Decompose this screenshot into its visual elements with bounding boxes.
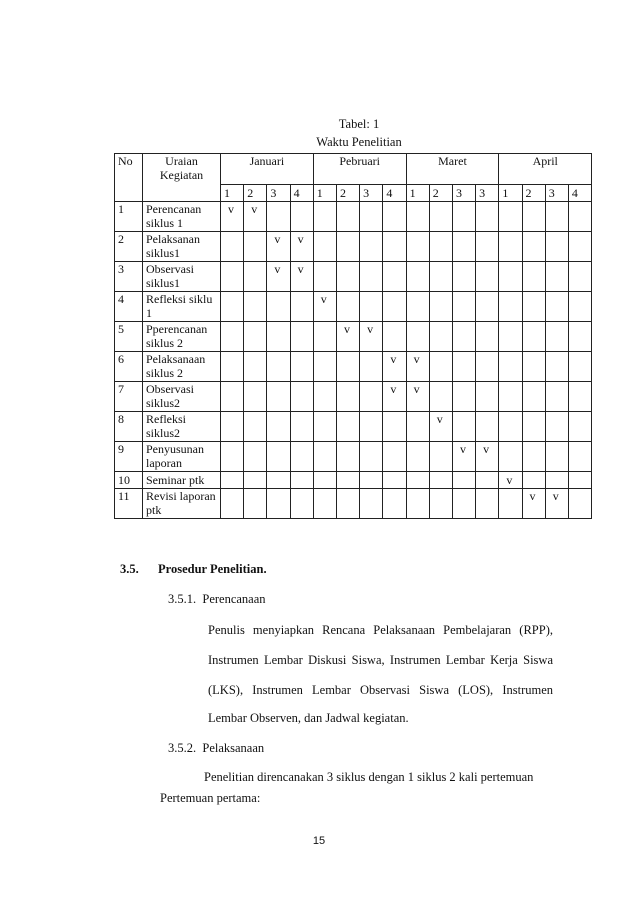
schedule-empty-cell xyxy=(221,292,244,322)
activity-name: Penyusunan laporan xyxy=(143,442,221,472)
row-number: 4 xyxy=(115,292,143,322)
schedule-empty-cell xyxy=(267,472,290,489)
schedule-empty-cell xyxy=(221,442,244,472)
activity-name: Refleksi siklu 1 xyxy=(143,292,221,322)
table-row xyxy=(115,292,592,322)
schedule-empty-cell xyxy=(545,262,568,292)
schedule-empty-cell xyxy=(476,202,499,232)
week-header-cell: 2 xyxy=(522,185,545,202)
subsection-perencanaan-heading: 3.5.1. Perencanaan xyxy=(168,592,266,606)
table-header-row xyxy=(115,154,592,185)
schedule-empty-cell xyxy=(267,412,290,442)
schedule-empty-cell xyxy=(499,292,522,322)
week-header-cell: 1 xyxy=(313,185,336,202)
paragraph-line: Lembar Observen, dan Jadwal kegiatan. xyxy=(208,711,409,725)
schedule-empty-cell xyxy=(383,292,406,322)
schedule-empty-cell xyxy=(313,262,336,292)
schedule-empty-cell xyxy=(360,442,383,472)
schedule-empty-cell xyxy=(383,412,406,442)
schedule-check-mark: v xyxy=(267,232,290,262)
activity-name: Pelaksanaan siklus 2 xyxy=(143,352,221,382)
schedule-empty-cell xyxy=(429,352,452,382)
week-header-cell: 4 xyxy=(568,185,591,202)
activity-name: Observasi siklus2 xyxy=(143,382,221,412)
schedule-empty-cell xyxy=(568,202,591,232)
schedule-empty-cell xyxy=(336,352,359,382)
schedule-check-mark: v xyxy=(406,352,429,382)
schedule-empty-cell xyxy=(522,202,545,232)
schedule-empty-cell xyxy=(313,489,336,519)
schedule-empty-cell xyxy=(313,322,336,352)
table-row xyxy=(115,489,592,519)
schedule-empty-cell xyxy=(452,322,475,352)
schedule-empty-cell xyxy=(267,292,290,322)
schedule-empty-cell xyxy=(244,489,267,519)
schedule-check-mark: v xyxy=(290,262,313,292)
schedule-empty-cell xyxy=(499,489,522,519)
schedule-check-mark: v xyxy=(313,292,336,322)
schedule-empty-cell xyxy=(244,262,267,292)
schedule-empty-cell xyxy=(522,412,545,442)
schedule-empty-cell xyxy=(290,292,313,322)
week-header-cell: 1 xyxy=(221,185,244,202)
schedule-empty-cell xyxy=(452,232,475,262)
schedule-empty-cell xyxy=(336,442,359,472)
schedule-empty-cell xyxy=(267,442,290,472)
schedule-empty-cell xyxy=(568,382,591,412)
paragraph-line: Penulis menyiapkan Rencana Pelaksanaan Pembelajaran (RPP), xyxy=(208,623,553,637)
schedule-empty-cell xyxy=(452,262,475,292)
activity-name: Refleksi siklus2 xyxy=(143,412,221,442)
table-caption-number: Tabel: 1 xyxy=(338,117,380,131)
table-caption-title: Waktu Penelitian xyxy=(316,135,402,149)
schedule-empty-cell xyxy=(429,442,452,472)
schedule-check-mark: v xyxy=(336,322,359,352)
schedule-empty-cell xyxy=(406,412,429,442)
schedule-empty-cell xyxy=(568,352,591,382)
schedule-empty-cell xyxy=(221,382,244,412)
schedule-empty-cell xyxy=(360,262,383,292)
schedule-empty-cell xyxy=(499,352,522,382)
activity-name: Pelaksanan siklus1 xyxy=(143,232,221,262)
schedule-empty-cell xyxy=(499,442,522,472)
schedule-empty-cell xyxy=(568,262,591,292)
schedule-empty-cell xyxy=(383,232,406,262)
header-uraian: Uraian Kegiatan xyxy=(143,154,221,202)
schedule-empty-cell xyxy=(360,412,383,442)
schedule-empty-cell xyxy=(545,322,568,352)
schedule-empty-cell xyxy=(476,262,499,292)
schedule-empty-cell xyxy=(383,489,406,519)
schedule-empty-cell xyxy=(244,412,267,442)
schedule-empty-cell xyxy=(221,472,244,489)
paragraph-line: Penelitian direncanakan 3 siklus dengan 1 siklus 2 kali pertemuan xyxy=(204,770,534,784)
schedule-empty-cell xyxy=(452,352,475,382)
row-number: 2 xyxy=(115,232,143,262)
table-row xyxy=(115,412,592,442)
schedule-empty-cell xyxy=(452,472,475,489)
schedule-empty-cell xyxy=(545,412,568,442)
schedule-empty-cell xyxy=(221,322,244,352)
schedule-empty-cell xyxy=(568,442,591,472)
schedule-empty-cell xyxy=(452,202,475,232)
research-schedule-table xyxy=(114,153,592,519)
schedule-empty-cell xyxy=(522,382,545,412)
schedule-empty-cell xyxy=(360,472,383,489)
schedule-empty-cell xyxy=(545,292,568,322)
schedule-empty-cell xyxy=(313,442,336,472)
schedule-empty-cell xyxy=(244,232,267,262)
schedule-empty-cell xyxy=(568,232,591,262)
schedule-empty-cell xyxy=(360,382,383,412)
schedule-empty-cell xyxy=(429,262,452,292)
schedule-empty-cell xyxy=(568,292,591,322)
row-number: 5 xyxy=(115,322,143,352)
schedule-empty-cell xyxy=(221,232,244,262)
schedule-empty-cell xyxy=(406,442,429,472)
table-row xyxy=(115,442,592,472)
week-header-cell: 2 xyxy=(244,185,267,202)
schedule-check-mark: v xyxy=(499,472,522,489)
schedule-empty-cell xyxy=(499,232,522,262)
schedule-empty-cell xyxy=(429,382,452,412)
header-month-januari: Januari xyxy=(221,154,314,185)
schedule-empty-cell xyxy=(406,292,429,322)
schedule-empty-cell xyxy=(267,382,290,412)
schedule-check-mark: v xyxy=(244,202,267,232)
week-header-cell: 3 xyxy=(476,185,499,202)
schedule-empty-cell xyxy=(476,232,499,262)
schedule-check-mark: v xyxy=(360,322,383,352)
row-number: 11 xyxy=(115,489,143,519)
header-month-maret: Maret xyxy=(406,154,499,185)
schedule-check-mark: v xyxy=(452,442,475,472)
week-header-cell: 3 xyxy=(545,185,568,202)
schedule-empty-cell xyxy=(452,382,475,412)
week-header-cell: 2 xyxy=(429,185,452,202)
schedule-empty-cell xyxy=(290,412,313,442)
schedule-empty-cell xyxy=(522,442,545,472)
schedule-empty-cell xyxy=(522,232,545,262)
schedule-empty-cell xyxy=(336,472,359,489)
activity-name: Observasi siklus1 xyxy=(143,262,221,292)
schedule-empty-cell xyxy=(360,292,383,322)
schedule-empty-cell xyxy=(244,292,267,322)
schedule-empty-cell xyxy=(383,322,406,352)
schedule-empty-cell xyxy=(336,489,359,519)
schedule-empty-cell xyxy=(360,352,383,382)
schedule-empty-cell xyxy=(476,352,499,382)
schedule-empty-cell xyxy=(244,322,267,352)
section-title: Prosedur Penelitian. xyxy=(158,562,267,576)
schedule-empty-cell xyxy=(336,382,359,412)
schedule-empty-cell xyxy=(499,322,522,352)
table-row xyxy=(115,322,592,352)
schedule-empty-cell xyxy=(568,322,591,352)
schedule-empty-cell xyxy=(290,322,313,352)
schedule-check-mark: v xyxy=(383,352,406,382)
schedule-empty-cell xyxy=(360,489,383,519)
schedule-empty-cell xyxy=(476,489,499,519)
week-header-cell: 4 xyxy=(383,185,406,202)
schedule-empty-cell xyxy=(244,442,267,472)
schedule-empty-cell xyxy=(476,322,499,352)
schedule-empty-cell xyxy=(336,232,359,262)
week-header-cell: 1 xyxy=(499,185,522,202)
schedule-empty-cell xyxy=(545,442,568,472)
schedule-check-mark: v xyxy=(429,412,452,442)
row-number: 7 xyxy=(115,382,143,412)
schedule-empty-cell xyxy=(267,202,290,232)
schedule-empty-cell xyxy=(244,382,267,412)
schedule-empty-cell xyxy=(383,262,406,292)
schedule-empty-cell xyxy=(336,412,359,442)
table-row xyxy=(115,232,592,262)
schedule-empty-cell xyxy=(568,472,591,489)
schedule-empty-cell xyxy=(545,232,568,262)
header-month-pebruari: Pebruari xyxy=(313,154,406,185)
row-number: 6 xyxy=(115,352,143,382)
schedule-empty-cell xyxy=(313,232,336,262)
schedule-empty-cell xyxy=(452,412,475,442)
activity-name: Seminar ptk xyxy=(143,472,221,489)
schedule-empty-cell xyxy=(313,202,336,232)
schedule-empty-cell xyxy=(267,489,290,519)
schedule-empty-cell xyxy=(476,382,499,412)
schedule-empty-cell xyxy=(221,412,244,442)
schedule-empty-cell xyxy=(522,352,545,382)
schedule-empty-cell xyxy=(290,202,313,232)
paragraph-line: (LKS), Instrumen Lembar Observasi Siswa (LOS), Instrumen xyxy=(208,683,553,697)
schedule-empty-cell xyxy=(336,202,359,232)
schedule-empty-cell xyxy=(313,352,336,382)
schedule-empty-cell xyxy=(221,352,244,382)
schedule-empty-cell xyxy=(244,352,267,382)
activity-name: Perencanan siklus 1 xyxy=(143,202,221,232)
schedule-empty-cell xyxy=(290,489,313,519)
schedule-empty-cell xyxy=(452,292,475,322)
schedule-empty-cell xyxy=(522,262,545,292)
schedule-empty-cell xyxy=(244,472,267,489)
paragraph-line: Pertemuan pertama: xyxy=(160,791,261,805)
schedule-empty-cell xyxy=(568,489,591,519)
page-number: 15 xyxy=(312,835,326,847)
schedule-empty-cell xyxy=(476,292,499,322)
schedule-empty-cell xyxy=(522,472,545,489)
schedule-empty-cell xyxy=(360,202,383,232)
schedule-empty-cell xyxy=(429,489,452,519)
schedule-empty-cell xyxy=(290,442,313,472)
schedule-check-mark: v xyxy=(383,382,406,412)
schedule-empty-cell xyxy=(406,472,429,489)
schedule-empty-cell xyxy=(545,382,568,412)
row-number: 10 xyxy=(115,472,143,489)
schedule-empty-cell xyxy=(499,382,522,412)
schedule-empty-cell xyxy=(221,262,244,292)
table-row xyxy=(115,382,592,412)
schedule-empty-cell xyxy=(545,352,568,382)
schedule-check-mark: v xyxy=(476,442,499,472)
activity-name: Revisi laporan ptk xyxy=(143,489,221,519)
header-no: No xyxy=(115,154,143,202)
schedule-empty-cell xyxy=(360,232,383,262)
week-header-cell: 3 xyxy=(452,185,475,202)
schedule-empty-cell xyxy=(313,412,336,442)
schedule-empty-cell xyxy=(429,202,452,232)
schedule-empty-cell xyxy=(267,352,290,382)
schedule-empty-cell xyxy=(336,262,359,292)
schedule-empty-cell xyxy=(406,489,429,519)
schedule-empty-cell xyxy=(499,262,522,292)
schedule-check-mark: v xyxy=(522,489,545,519)
schedule-check-mark: v xyxy=(406,382,429,412)
section-number: 3.5. xyxy=(120,562,139,576)
subsection-pelaksanaan-heading: 3.5.2. Pelaksanaan xyxy=(168,741,265,755)
schedule-empty-cell xyxy=(313,382,336,412)
table-row xyxy=(115,472,592,489)
schedule-empty-cell xyxy=(406,202,429,232)
week-header-cell: 3 xyxy=(360,185,383,202)
schedule-empty-cell xyxy=(336,292,359,322)
header-month-april: April xyxy=(499,154,592,185)
schedule-empty-cell xyxy=(429,292,452,322)
week-header-cell: 2 xyxy=(336,185,359,202)
schedule-empty-cell xyxy=(568,412,591,442)
week-header-cell: 4 xyxy=(290,185,313,202)
schedule-empty-cell xyxy=(406,262,429,292)
row-number: 1 xyxy=(115,202,143,232)
schedule-check-mark: v xyxy=(221,202,244,232)
schedule-empty-cell xyxy=(406,232,429,262)
schedule-empty-cell xyxy=(499,412,522,442)
week-header-cell: 3 xyxy=(267,185,290,202)
schedule-empty-cell xyxy=(406,322,429,352)
row-number: 3 xyxy=(115,262,143,292)
schedule-empty-cell xyxy=(545,202,568,232)
paragraph-line: Instrumen Lembar Diskusi Siswa, Instrumen Lembar Kerja Siswa xyxy=(208,653,553,667)
schedule-empty-cell xyxy=(522,292,545,322)
schedule-check-mark: v xyxy=(545,489,568,519)
row-number: 8 xyxy=(115,412,143,442)
schedule-empty-cell xyxy=(499,202,522,232)
table-row xyxy=(115,262,592,292)
table-row xyxy=(115,352,592,382)
schedule-empty-cell xyxy=(429,322,452,352)
schedule-empty-cell xyxy=(383,202,406,232)
schedule-empty-cell xyxy=(290,382,313,412)
schedule-empty-cell xyxy=(476,472,499,489)
schedule-check-mark: v xyxy=(290,232,313,262)
schedule-empty-cell xyxy=(313,472,336,489)
week-header-cell: 1 xyxy=(406,185,429,202)
schedule-empty-cell xyxy=(476,412,499,442)
schedule-empty-cell xyxy=(221,489,244,519)
schedule-empty-cell xyxy=(267,322,290,352)
schedule-check-mark: v xyxy=(267,262,290,292)
schedule-empty-cell xyxy=(290,352,313,382)
activity-name: Pperencanan siklus 2 xyxy=(143,322,221,352)
schedule-empty-cell xyxy=(429,472,452,489)
table-row xyxy=(115,202,592,232)
schedule-empty-cell xyxy=(383,472,406,489)
schedule-empty-cell xyxy=(290,472,313,489)
schedule-empty-cell xyxy=(429,232,452,262)
schedule-empty-cell xyxy=(383,442,406,472)
schedule-empty-cell xyxy=(545,472,568,489)
row-number: 9 xyxy=(115,442,143,472)
schedule-empty-cell xyxy=(522,322,545,352)
schedule-empty-cell xyxy=(452,489,475,519)
